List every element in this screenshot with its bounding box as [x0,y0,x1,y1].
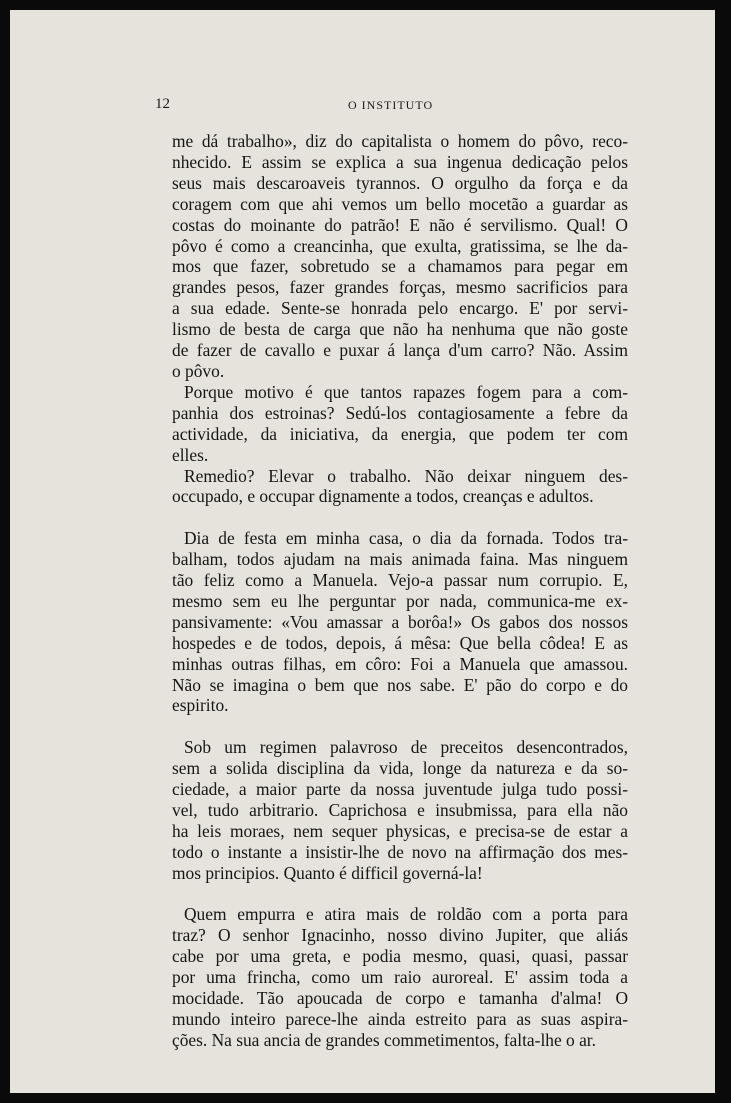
text-line: Sob um regimen palavroso de preceitos desencontrados, [184,737,628,758]
book-page [10,10,715,1093]
text-line: Remedio? Elevar o trabalho. Não deixar ninguem des- [184,465,628,486]
text-line: Não se imagina o bem que nos sabe. E' pão do corpo e do [172,674,628,695]
text-line: coragem com que ahi vemos um bello mocetão a guardar as [172,193,628,214]
text-line: ções. Na sua ancia de grandes commetimentos, falta-lhe o ar. [172,1029,596,1050]
text-line: Quem empurra e atira mais de roldão com a porta para [184,904,628,925]
text-line: a sua edade. Sente-se honrada pelo encargo. E' por servi- [172,298,628,319]
text-line: de fazer de cavallo e puxar á lança d'um carro? Não. Assim [172,340,628,361]
text-line: actividade, da iniciativa, da energia, que podem ter com [172,423,628,444]
text-line: ha leis moraes, nem sequer physicas, e precisa-se de estar a [172,820,628,841]
text-line: por uma frincha, como um raio auroreal. E' assim toda a [172,967,628,988]
text-line: espirito. [172,695,229,716]
text-line: costas do moinante do patrão! E não é servilismo. Qual! O [172,214,628,235]
text-line: mos que fazer, sobretudo se a chamamos para pegar em [172,256,628,277]
text-line: elles. [172,444,209,465]
text-line: traz? O senhor Ignacinho, nosso divino Jupiter, que aliás [172,925,628,946]
paragraph [172,737,628,883]
body-text [172,131,628,1051]
text-line: mocidade. Tão apoucada de corpo e tamanha d'alma! O [172,988,628,1009]
text-line: mundo inteiro parece-lhe ainda estreito para as suas aspira- [172,1009,628,1030]
text-line: occupado, e occupar dignamente a todos, creanças e adultos. [172,486,594,507]
paragraph [172,466,628,508]
text-line: sem a solida disciplina da vida, longe da natureza e da so- [172,758,628,779]
text-line: vel, tudo arbitrario. Caprichosa e insubmissa, para ella não [172,799,628,820]
text-line: cabe por uma greta, e podia mesmo, quasi, quasi, passar [172,946,628,967]
text-line: balham, todos ajudam na mais animada faina. Mas ninguem [172,549,628,570]
text-line: Porque motivo é que tantos rapazes fogem para a com- [184,381,628,402]
text-line: Dia de festa em minha casa, o dia da fornada. Todos tra- [184,528,628,549]
paragraph [172,904,628,1050]
text-line: pansivamente: «Vou amassar a borôa!» Os gabos dos nossos [172,611,628,632]
running-head: O INSTITUTO [348,98,434,112]
text-line: lismo de besta de carga que não ha nenhuma que não goste [172,319,628,340]
text-line: mesmo sem eu lhe perguntar por nada, communica-me ex- [172,590,628,611]
text-line: panhia dos estroinas? Sedú-los contagiosamente a febre da [172,402,628,423]
paragraph [172,528,628,716]
text-line: ciedade, a maior parte da nossa juventude julga tudo possi- [172,779,628,800]
text-line: o pôvo. [172,360,225,381]
paragraph [172,131,628,382]
text-line: grandes pesos, fazer grandes forças, mesmo sacrificios para [172,277,628,298]
text-line: me dá trabalho», diz do capitalista o homem do pôvo, reco- [172,131,628,151]
text-line: pôvo é como a creancinha, que exulta, gratissima, se lhe da- [172,235,628,256]
page-header [10,96,715,120]
text-line: seus mais descaroaveis tyrannos. O orgulho da força e da [172,172,628,193]
paragraph [172,382,628,466]
text-line: tão feliz como a Manuela. Vejo-a passar num corrupio. E, [172,570,628,591]
text-line: hospedes e de todos, depois, á mêsa: Que bella côdea! E as [172,632,628,653]
text-line: todo o instante a insistir-lhe de novo na affirmação dos mes- [172,841,628,862]
page-number: 12 [155,96,170,112]
text-line: minhas outras filhas, em côro: Foi a Manuela que amassou. [172,653,628,674]
text-line: mos principios. Quanto é difficil governá-la! [172,862,483,883]
text-line: nhecido. E assim se explica a sua ingenua dedicação pelos [172,151,628,172]
